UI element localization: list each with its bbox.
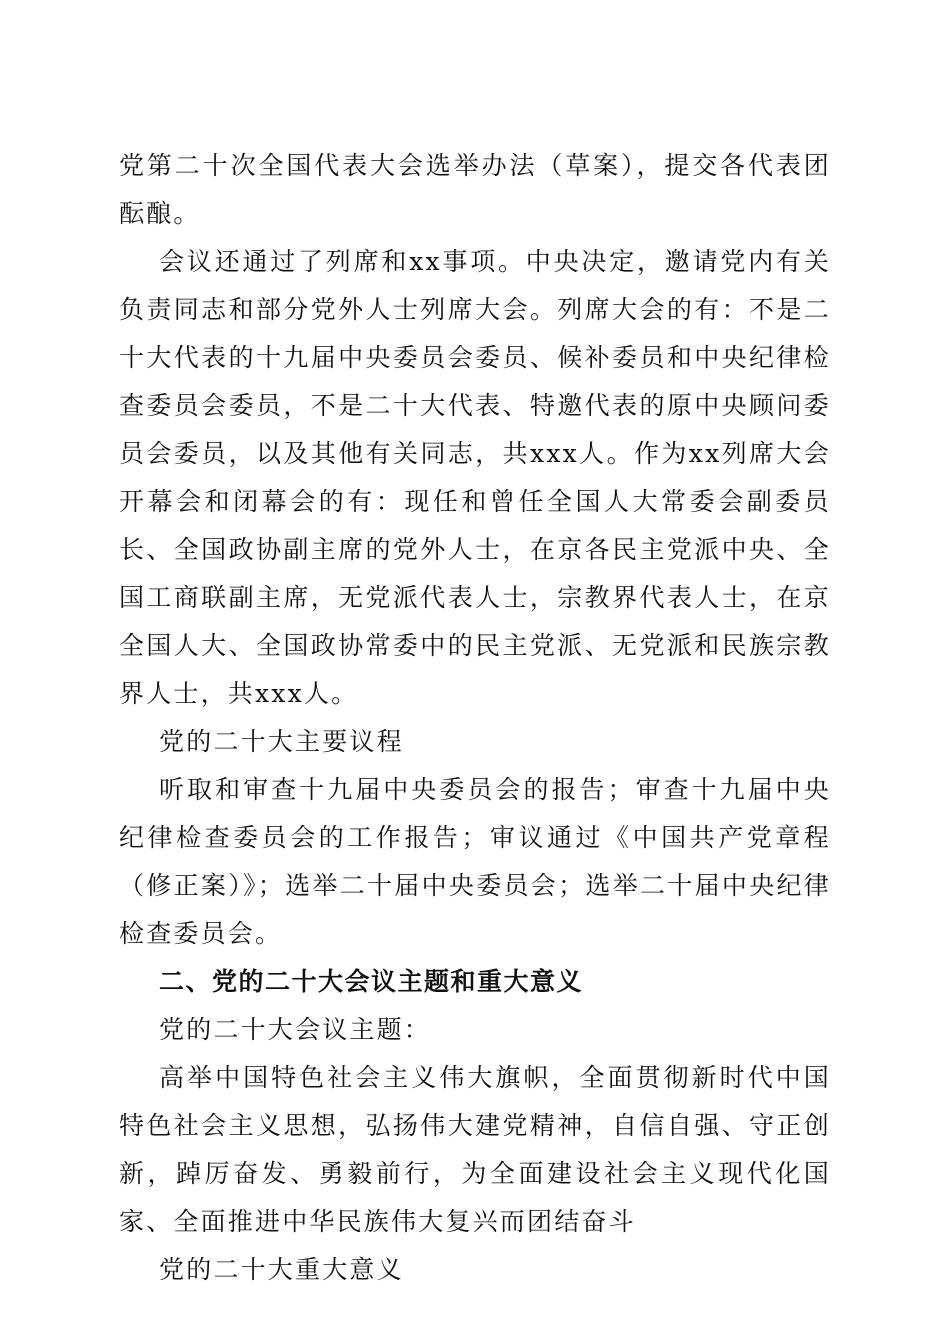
paragraph-election-method: 党第二十次全国代表大会选举办法（草案），提交各代表团酝酿。 — [119, 151, 831, 228]
paragraph-theme-text: 高举中国特色社会主义伟大旗帜，全面贯彻新时代中国特色社会主义思想，弘扬伟大建党精神，自信自强、守正创新，踔厉奋发、勇毅前行，为全面建设社会主义现代化国家、全面推进中华民族伟大复兴而团结奋斗 — [119, 1063, 831, 1236]
paragraph-attendance: 会议还通过了列席和xx事项。中央决定，邀请党内有关负责同志和部分党外人士列席大会。列席大会的有：不是二十大代表的十九届中央委员会委员、候补委员和中央纪律检查委员会委员，不是二十大代表、特邀代表的原中央顾问委员会委员，以及其他有关同志，共xxx人。作为xx列席大会开幕会和闭幕会的有：现任和曾任全国人大常委会副委员长、全国政协副主席的党外人士，在京各民主党派中央、全国工商联副主席，无党派代表人士，宗教界代表人士，在京全国人大、全国政协常委中的民主党派、无党派和民族宗教界人士，共xxx人。 — [119, 247, 831, 708]
paragraph-significance-title: 党的二十大重大意义 — [159, 1255, 404, 1284]
document-body — [119, 142, 831, 1294]
paragraph-agenda-title: 党的二十大主要议程 — [159, 727, 404, 756]
paragraph-theme-title: 党的二十大会议主题： — [159, 1015, 432, 1044]
paragraph-agenda-items: 听取和审查十九届中央委员会的报告；审查十九届中央纪律检查委员会的工作报告；审议通过《中国共产党章程（修正案）》；选举二十届中央委员会；选举二十届中央纪律检查委员会。 — [119, 775, 831, 948]
section-heading-theme-significance: 二、党的二十大会议主题和重大意义 — [159, 967, 584, 996]
